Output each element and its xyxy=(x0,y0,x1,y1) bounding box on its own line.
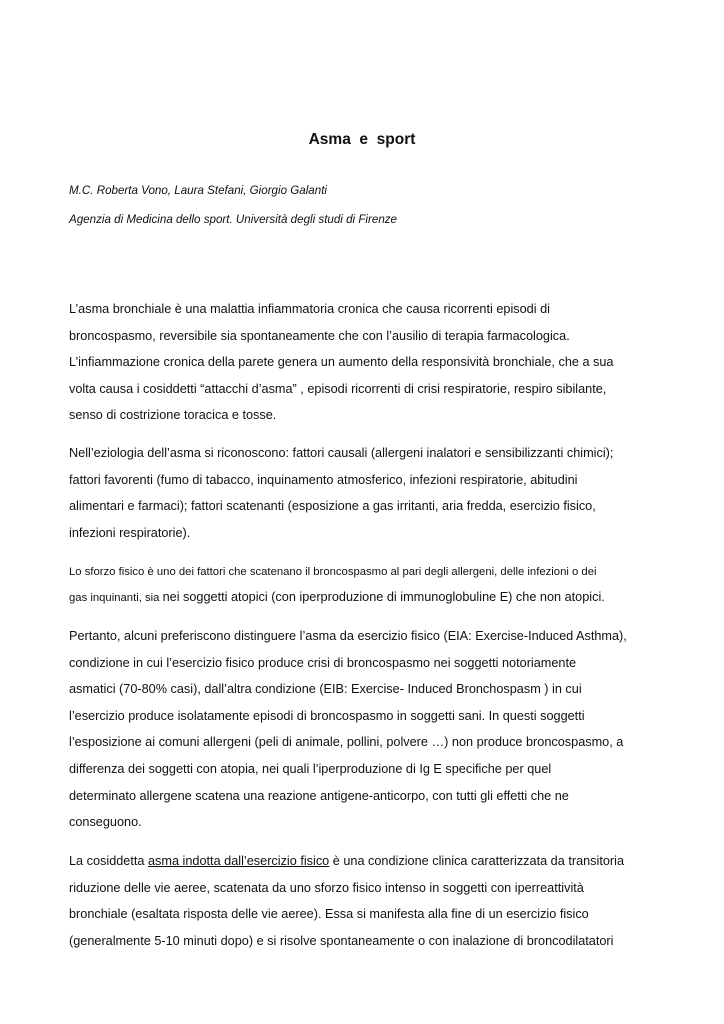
text-line: infezioni respiratorie). xyxy=(69,525,191,540)
text-line: alimentari e farmaci); fattori scatenanti (esposizione a gas irritanti, aria fredda, esercizio fisico, xyxy=(69,499,596,514)
paragraph-eia-eib xyxy=(69,623,669,836)
text-line: Lo sforzo fisico è uno dei fattori che scatenano il broncospasmo al pari degli allergeni, delle infezioni o dei xyxy=(69,566,597,578)
paragraph-definition xyxy=(69,296,669,429)
affiliation-line: Agenzia di Medicina dello sport. Università degli studi di Firenze xyxy=(69,213,398,226)
text-line: L’asma bronchiale è una malattia infiammatoria cronica che causa ricorrenti episodi di xyxy=(69,302,550,316)
text-fragment: nei soggetti atopici (con iperproduzione di immunoglobuline E) che non atopici. xyxy=(162,590,605,604)
text-line: riduzione delle vie aeree, scatenata da uno sforzo fisico intenso in soggetti con iperreattività xyxy=(69,880,584,895)
paragraph-etiology xyxy=(69,440,669,546)
text-line: volta causa i cosiddetti “attacchi d’asma” , episodi ricorrenti di crisi respiratorie, respiro sibilante, xyxy=(69,381,607,396)
text-line: fattori favorenti (fumo di tabacco, inquinamento atmosferico, infezioni respiratorie, abitudini xyxy=(69,472,578,487)
text-line xyxy=(69,585,669,610)
text-line: asmatici (70-80% casi), dall’altra condizione (EIB: Exercise- Induced Bronchospasm ) in cui xyxy=(69,682,582,697)
text-fragment: è una condizione clinica caratterizzata da transitoria xyxy=(329,854,625,868)
text-line: conseguono. xyxy=(69,815,142,830)
text-line: senso di costrizione toracica e tosse. xyxy=(69,408,277,423)
text-line xyxy=(69,848,669,875)
text-fragment: La cosiddetta xyxy=(69,854,148,868)
text-line: Nell’eziologia dell’asma si riconoscono: fattori causali (allergeni inalatori e sensibilizzanti chimici); xyxy=(69,446,614,460)
paragraph-exercise-induced-asthma xyxy=(69,848,669,954)
text-line: l’esposizione ai comuni allergeni (peli di animale, pollini, polvere …) non produce broncospasmo, a xyxy=(69,735,624,750)
paragraph-exercise-trigger xyxy=(69,560,669,610)
text-line: determinato allergene scatena una reazione antigene-anticorpo, con tutti gli effetti che ne xyxy=(69,788,569,803)
text-line: differenza dei soggetti con atopia, nei quali l’iperproduzione di Ig E specifiche per quel xyxy=(69,761,552,776)
text-line: Pertanto, alcuni preferiscono distinguere l’asma da esercizio fisico (EIA: Exercise-Induced Asthma), xyxy=(69,629,627,643)
document-title: Asma e sport xyxy=(308,131,416,148)
text-line: l’esercizio produce isolatamente episodi di broncospasmo in soggetti sani. In questi soggetti xyxy=(69,708,585,723)
text-line: broncospasmo, reversibile sia spontaneamente che con l’ausilio di terapia farmacologica. xyxy=(69,328,570,343)
text-line: condizione in cui l’esercizio fisico produce crisi di broncospasmo nei soggetti notoriamente xyxy=(69,655,577,670)
authors-line: M.C. Roberta Vono, Laura Stefani, Giorgio Galanti xyxy=(69,184,327,197)
text-line: L’infiammazione cronica della parete genera un aumento della responsività bronchiale, che a sua xyxy=(69,355,614,370)
text-fragment: gas inquinanti, sia xyxy=(69,592,163,604)
text-line: (generalmente 5-10 minuti dopo) e si risolve spontaneamente o con inalazione di broncodilatatori xyxy=(69,933,614,948)
text-line: bronchiale (esaltata risposta delle vie aeree). Essa si manifesta alla fine di un esercizio fisico xyxy=(69,907,589,922)
underlined-term: asma indotta dall’esercizio fisico xyxy=(148,854,330,868)
